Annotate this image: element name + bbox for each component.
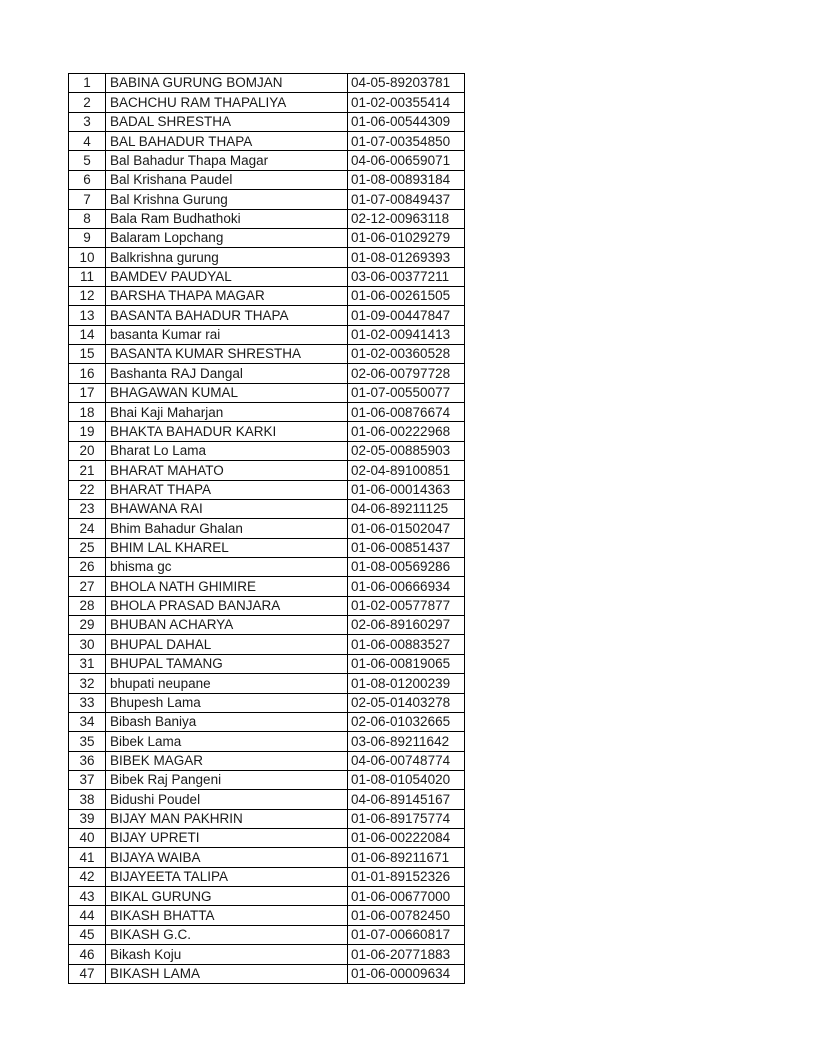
table-row <box>69 228 465 247</box>
row-id-cell: 01-06-89211671 <box>348 848 465 867</box>
row-id-cell: 01-01-89152326 <box>348 867 465 886</box>
table-row <box>69 867 465 886</box>
row-name-cell: Bal Krishana Paudel <box>106 170 348 189</box>
table-row <box>69 499 465 518</box>
row-index-cell: 14 <box>69 325 106 344</box>
row-id-cell: 01-06-00876674 <box>348 403 465 422</box>
table-row <box>69 809 465 828</box>
row-index-cell: 25 <box>69 538 106 557</box>
row-id-cell: 01-07-00660817 <box>348 925 465 944</box>
row-index-cell: 5 <box>69 151 106 170</box>
row-index-cell: 10 <box>69 248 106 267</box>
row-name-cell: Bhupesh Lama <box>106 693 348 712</box>
row-id-cell: 01-08-01200239 <box>348 674 465 693</box>
row-name-cell: BIJAYA WAIBA <box>106 848 348 867</box>
row-id-cell: 01-06-20771883 <box>348 945 465 964</box>
row-name-cell: Bibek Raj Pangeni <box>106 770 348 789</box>
row-id-cell: 04-06-00748774 <box>348 751 465 770</box>
row-index-cell: 34 <box>69 712 106 731</box>
row-name-cell: BAL BAHADUR THAPA <box>106 132 348 151</box>
row-name-cell: BHIM LAL KHAREL <box>106 538 348 557</box>
table-row <box>69 190 465 209</box>
row-index-cell: 23 <box>69 499 106 518</box>
row-index-cell: 9 <box>69 228 106 247</box>
row-id-cell: 02-05-01403278 <box>348 693 465 712</box>
row-id-cell: 04-06-89211125 <box>348 499 465 518</box>
table-row <box>69 74 465 93</box>
table-row <box>69 712 465 731</box>
row-index-cell: 45 <box>69 925 106 944</box>
row-id-cell: 01-08-01269393 <box>348 248 465 267</box>
row-name-cell: BASANTA KUMAR SHRESTHA <box>106 345 348 364</box>
row-id-cell: 01-06-00014363 <box>348 480 465 499</box>
table-row <box>69 945 465 964</box>
row-name-cell: BIKASH BHATTA <box>106 906 348 925</box>
row-id-cell: 01-02-00360528 <box>348 345 465 364</box>
row-id-cell: 01-09-00447847 <box>348 306 465 325</box>
row-index-cell: 40 <box>69 829 106 848</box>
row-id-cell: 01-06-00819065 <box>348 654 465 673</box>
row-name-cell: BHARAT MAHATO <box>106 461 348 480</box>
row-index-cell: 16 <box>69 364 106 383</box>
table-row <box>69 480 465 499</box>
table-row <box>69 461 465 480</box>
row-index-cell: 39 <box>69 809 106 828</box>
table-row <box>69 383 465 402</box>
row-id-cell: 02-06-00797728 <box>348 364 465 383</box>
row-id-cell: 01-02-00355414 <box>348 93 465 112</box>
row-index-cell: 26 <box>69 557 106 576</box>
table-row <box>69 345 465 364</box>
row-index-cell: 42 <box>69 867 106 886</box>
row-index-cell: 17 <box>69 383 106 402</box>
row-name-cell: Balkrishna gurung <box>106 248 348 267</box>
row-name-cell: Bal Bahadur Thapa Magar <box>106 151 348 170</box>
row-index-cell: 2 <box>69 93 106 112</box>
row-name-cell: Bhim Bahadur Ghalan <box>106 519 348 538</box>
row-index-cell: 44 <box>69 906 106 925</box>
row-name-cell: BHUBAN ACHARYA <box>106 616 348 635</box>
row-index-cell: 13 <box>69 306 106 325</box>
row-name-cell: BHAGAWAN KUMAL <box>106 383 348 402</box>
table-row <box>69 848 465 867</box>
table-row <box>69 732 465 751</box>
table-row <box>69 325 465 344</box>
row-name-cell: BIJAY MAN PAKHRIN <box>106 809 348 828</box>
table-row <box>69 577 465 596</box>
row-index-cell: 19 <box>69 422 106 441</box>
row-index-cell: 15 <box>69 345 106 364</box>
row-name-cell: Bibek Lama <box>106 732 348 751</box>
row-id-cell: 02-06-89160297 <box>348 616 465 635</box>
row-name-cell: BIKASH G.C. <box>106 925 348 944</box>
row-id-cell: 01-07-00849437 <box>348 190 465 209</box>
row-index-cell: 36 <box>69 751 106 770</box>
row-id-cell: 01-06-00666934 <box>348 577 465 596</box>
table-row <box>69 538 465 557</box>
table-row <box>69 112 465 131</box>
row-name-cell: bhupati neupane <box>106 674 348 693</box>
table-row <box>69 248 465 267</box>
table-row <box>69 93 465 112</box>
row-name-cell: BHARAT THAPA <box>106 480 348 499</box>
row-name-cell: BHAWANA RAI <box>106 499 348 518</box>
row-index-cell: 20 <box>69 441 106 460</box>
row-id-cell: 02-04-89100851 <box>348 461 465 480</box>
row-index-cell: 22 <box>69 480 106 499</box>
row-name-cell: Bidushi Poudel <box>106 790 348 809</box>
table-row <box>69 441 465 460</box>
row-index-cell: 24 <box>69 519 106 538</box>
row-name-cell: BHUPAL TAMANG <box>106 654 348 673</box>
row-name-cell: BIJAYEETA TALIPA <box>106 867 348 886</box>
table-row <box>69 964 465 983</box>
row-index-cell: 29 <box>69 616 106 635</box>
table-row <box>69 925 465 944</box>
row-id-cell: 01-06-00851437 <box>348 538 465 557</box>
row-name-cell: BIBEK MAGAR <box>106 751 348 770</box>
row-id-cell: 01-08-00893184 <box>348 170 465 189</box>
table-row <box>69 751 465 770</box>
member-table-body <box>69 74 465 984</box>
table-row <box>69 422 465 441</box>
row-index-cell: 18 <box>69 403 106 422</box>
row-id-cell: 01-02-00577877 <box>348 596 465 615</box>
row-index-cell: 43 <box>69 887 106 906</box>
row-index-cell: 46 <box>69 945 106 964</box>
row-index-cell: 3 <box>69 112 106 131</box>
table-row <box>69 654 465 673</box>
row-name-cell: Bala Ram Budhathoki <box>106 209 348 228</box>
row-id-cell: 01-06-01502047 <box>348 519 465 538</box>
table-row <box>69 770 465 789</box>
table-row <box>69 267 465 286</box>
row-index-cell: 41 <box>69 848 106 867</box>
row-name-cell: basanta Kumar rai <box>106 325 348 344</box>
table-row <box>69 286 465 305</box>
row-name-cell: BIKAL GURUNG <box>106 887 348 906</box>
row-name-cell: BIKASH LAMA <box>106 964 348 983</box>
row-name-cell: Bashanta RAJ Dangal <box>106 364 348 383</box>
row-id-cell: 04-06-00659071 <box>348 151 465 170</box>
row-name-cell: BACHCHU RAM THAPALIYA <box>106 93 348 112</box>
row-index-cell: 7 <box>69 190 106 209</box>
row-id-cell: 01-06-00782450 <box>348 906 465 925</box>
row-index-cell: 32 <box>69 674 106 693</box>
table-row <box>69 403 465 422</box>
row-name-cell: Bikash Koju <box>106 945 348 964</box>
row-id-cell: 01-08-00569286 <box>348 557 465 576</box>
table-row <box>69 209 465 228</box>
row-name-cell: BARSHA THAPA MAGAR <box>106 286 348 305</box>
table-row <box>69 790 465 809</box>
row-id-cell: 01-06-00222968 <box>348 422 465 441</box>
row-id-cell: 01-06-00883527 <box>348 635 465 654</box>
row-index-cell: 6 <box>69 170 106 189</box>
row-id-cell: 02-06-01032665 <box>348 712 465 731</box>
row-index-cell: 21 <box>69 461 106 480</box>
row-id-cell: 01-06-00261505 <box>348 286 465 305</box>
row-id-cell: 01-02-00941413 <box>348 325 465 344</box>
row-name-cell: BAMDEV PAUDYAL <box>106 267 348 286</box>
row-name-cell: BIJAY UPRETI <box>106 829 348 848</box>
row-name-cell: Bhai Kaji Maharjan <box>106 403 348 422</box>
row-name-cell: Bharat Lo Lama <box>106 441 348 460</box>
table-row <box>69 829 465 848</box>
row-name-cell: Bibash Baniya <box>106 712 348 731</box>
row-name-cell: BHOLA PRASAD BANJARA <box>106 596 348 615</box>
row-index-cell: 11 <box>69 267 106 286</box>
table-row <box>69 616 465 635</box>
row-name-cell: BHOLA NATH GHIMIRE <box>106 577 348 596</box>
table-row <box>69 557 465 576</box>
row-index-cell: 33 <box>69 693 106 712</box>
row-id-cell: 04-06-89145167 <box>348 790 465 809</box>
row-index-cell: 38 <box>69 790 106 809</box>
row-index-cell: 37 <box>69 770 106 789</box>
row-index-cell: 4 <box>69 132 106 151</box>
row-index-cell: 12 <box>69 286 106 305</box>
row-name-cell: BASANTA BAHADUR THAPA <box>106 306 348 325</box>
table-row <box>69 132 465 151</box>
row-name-cell: BHUPAL DAHAL <box>106 635 348 654</box>
row-id-cell: 01-06-89175774 <box>348 809 465 828</box>
row-id-cell: 01-08-01054020 <box>348 770 465 789</box>
row-id-cell: 04-05-89203781 <box>348 74 465 93</box>
row-index-cell: 28 <box>69 596 106 615</box>
table-row <box>69 151 465 170</box>
row-name-cell: bhisma gc <box>106 557 348 576</box>
row-id-cell: 03-06-89211642 <box>348 732 465 751</box>
row-index-cell: 35 <box>69 732 106 751</box>
table-row <box>69 635 465 654</box>
row-index-cell: 8 <box>69 209 106 228</box>
row-id-cell: 03-06-00377211 <box>348 267 465 286</box>
row-id-cell: 01-06-00677000 <box>348 887 465 906</box>
row-index-cell: 27 <box>69 577 106 596</box>
row-name-cell: Balaram Lopchang <box>106 228 348 247</box>
table-row <box>69 693 465 712</box>
row-index-cell: 31 <box>69 654 106 673</box>
row-name-cell: BADAL SHRESTHA <box>106 112 348 131</box>
row-id-cell: 01-06-00544309 <box>348 112 465 131</box>
row-id-cell: 01-07-00354850 <box>348 132 465 151</box>
table-row <box>69 906 465 925</box>
table-row <box>69 674 465 693</box>
table-row <box>69 306 465 325</box>
row-name-cell: BHAKTA BAHADUR KARKI <box>106 422 348 441</box>
table-row <box>69 170 465 189</box>
row-id-cell: 01-06-01029279 <box>348 228 465 247</box>
row-id-cell: 02-12-00963118 <box>348 209 465 228</box>
row-id-cell: 01-07-00550077 <box>348 383 465 402</box>
table-row <box>69 596 465 615</box>
row-name-cell: BABINA GURUNG BOMJAN <box>106 74 348 93</box>
table-row <box>69 364 465 383</box>
row-index-cell: 1 <box>69 74 106 93</box>
row-id-cell: 02-05-00885903 <box>348 441 465 460</box>
row-id-cell: 01-06-00222084 <box>348 829 465 848</box>
row-index-cell: 47 <box>69 964 106 983</box>
row-index-cell: 30 <box>69 635 106 654</box>
row-name-cell: Bal Krishna Gurung <box>106 190 348 209</box>
member-list-table <box>68 73 465 984</box>
row-id-cell: 01-06-00009634 <box>348 964 465 983</box>
table-row <box>69 519 465 538</box>
table-row <box>69 887 465 906</box>
